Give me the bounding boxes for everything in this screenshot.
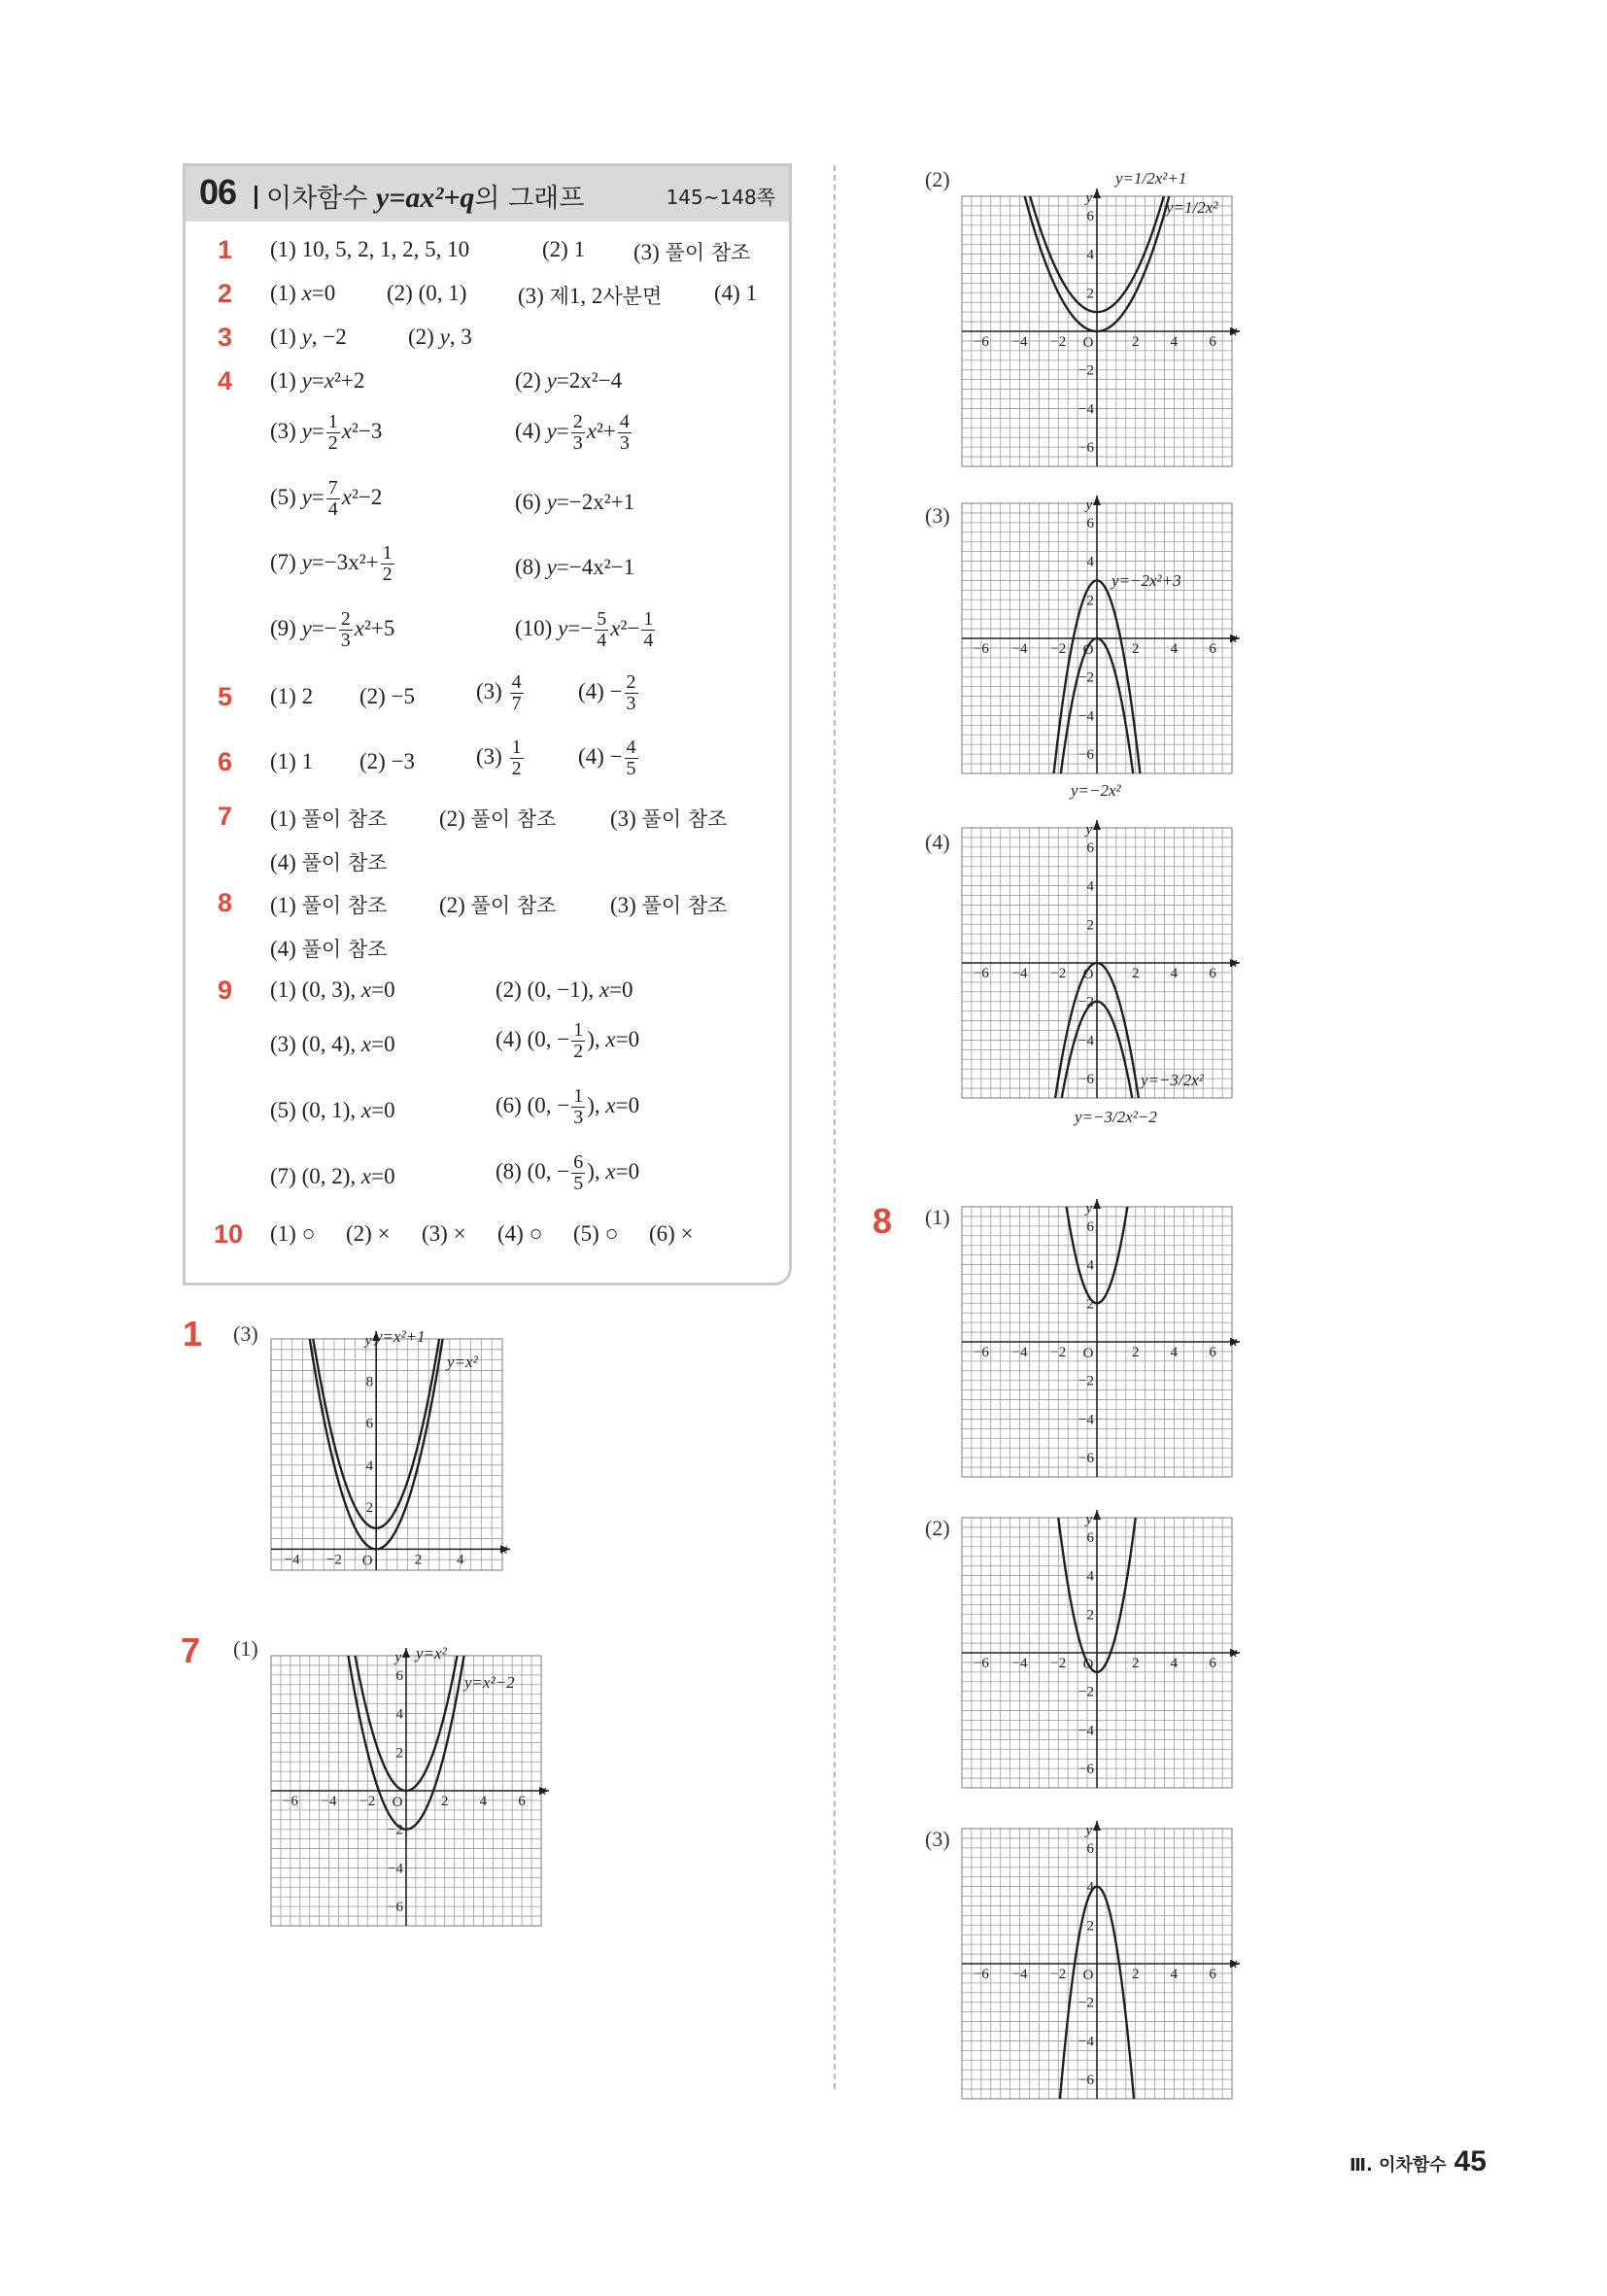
graph-svg [962,497,1238,773]
solution-problem-number: 8 [872,1201,893,1241]
graph-svg [962,1823,1238,2099]
curve-label: y=−2x² [1071,781,1121,800]
y-axis-name: y [364,1333,372,1349]
y-tick-label: 6 [1086,515,1094,531]
x-tick-label: 2 [1131,1656,1140,1671]
title-prefix: 이차함수 [266,184,376,214]
x-tick-label: 6 [1209,966,1216,981]
x-tick-label: −2 [1050,966,1067,981]
x-tick-label: −6 [973,1345,989,1360]
y-axis-arrow [1093,1510,1101,1520]
parabola-graph [962,1201,1238,1477]
solution-part-label: (1) [233,1636,258,1661]
y-tick-label: 4 [1086,1568,1094,1585]
answer-item: (2) 1 [542,237,586,261]
y-tick-label: −4 [1078,1723,1094,1739]
y-tick-label: 6 [1086,840,1094,856]
x-tick-label: 6 [1209,1656,1216,1671]
answer-item: (1) x=0 [270,281,336,305]
answer-item: (6) y=−2x²+1 [515,490,635,514]
answer-item: (1) y, −2 [270,325,347,349]
answer-item: (2) (0, −1), x=0 [496,977,633,1002]
answer-number: 5 [218,682,233,711]
x-tick-label: 2 [1131,641,1140,657]
x-tick-label: −4 [321,1794,337,1809]
y-axis-name: y [1085,497,1093,513]
y-tick-label: 8 [365,1374,374,1390]
x-tick-label: 4 [456,1552,464,1568]
answer-item: (2) 풀이 참조 [439,806,557,831]
x-axis-name: x [1230,1334,1238,1350]
x-axis-name: x [1230,631,1238,646]
answer-item: (5) (0, 1), x=0 [270,1098,395,1122]
x-tick-label: −4 [284,1552,300,1568]
solution-problem-number: 1 [183,1314,203,1354]
answer-item: (3) $\frac{1}{2}$ [476,737,522,779]
parabola-graph [962,190,1238,466]
graph-svg [962,1512,1238,1788]
x-tick-label: −2 [1050,1656,1067,1671]
y-axis-arrow [1093,1821,1101,1831]
x-tick-label: 2 [440,1794,449,1809]
x-tick-label: 4 [479,1794,488,1809]
x-tick-label: 4 [1170,1345,1179,1360]
answer-item: (10) y=− $\frac{5}{4}$ x²− $\frac{1}{4}$ [515,608,654,651]
y-tick-label: −2 [1078,1995,1094,2011]
chapter-label: Ⅲ. 이차함수 [1349,2155,1447,2176]
solution-part-label: (3) [233,1321,258,1346]
x-axis-name: x [500,1541,508,1558]
y-tick-label: 6 [1086,1218,1094,1235]
answer-item: (6) (0, − $\frac{1}{3}$ ), x=0 [496,1085,640,1128]
parabola-graph [962,1512,1238,1788]
y-tick-label: 4 [1086,247,1094,263]
x-axis-name: x [1230,955,1238,971]
curve-label: y=x² [416,1644,447,1662]
curve-label: y=1/2x²+1 [1115,169,1187,188]
answer-item: (3) 풀이 참조 [610,893,728,917]
y-tick-label: 6 [1086,1529,1094,1546]
x-tick-label: 6 [518,1794,526,1809]
answer-number: 9 [218,976,233,1005]
y-axis-name: y [1085,190,1093,206]
y-tick-label: −6 [1078,1762,1094,1778]
answer-item: (3) × [422,1221,466,1246]
answer-item: (1) (0, 3), x=0 [270,977,395,1002]
answer-item: (8) y=−4x²−1 [515,555,635,579]
y-tick-label: −2 [1078,1684,1094,1700]
curve-label: y=−3/2x² [1141,1071,1204,1089]
answer-number: 4 [218,366,233,395]
x-tick-label: 6 [1209,1345,1216,1360]
x-tick-label: 6 [1209,641,1216,657]
answer-item: (2) −5 [359,684,416,708]
solution-part-label: (1) [925,1205,950,1229]
answer-number: 10 [214,1219,244,1249]
title-suffix: 의 그래프 [474,184,585,214]
x-tick-label: 2 [1131,966,1140,981]
y-tick-label: −6 [1078,440,1094,457]
answer-item: (1) ○ [270,1221,316,1246]
y-axis-arrow [1093,188,1101,198]
x-tick-label: −2 [325,1552,342,1568]
answer-item: (4) y= $\frac{2}{3}$ x²+ $\frac{4}{3}$ [515,411,630,454]
x-tick-label: −4 [1011,966,1028,981]
curve-label: y=1/2x² [1166,198,1218,217]
y-tick-label: −2 [388,1822,403,1838]
answer-item: (4) − $\frac{2}{3}$ [578,671,636,714]
answer-item: (1) y=x²+2 [270,368,365,393]
x-tick-label: −2 [1050,1967,1067,1982]
y-axis-name: y [1085,1512,1093,1527]
y-tick-label: −2 [1078,669,1094,686]
answer-item: (9) y=− $\frac{2}{3}$ x²+5 [270,608,395,651]
x-tick-label: −6 [973,641,989,657]
answer-number: 2 [218,279,233,308]
answer-item: (4) 1 [714,281,758,305]
parabola-graph [962,822,1238,1098]
x-axis-name: x [1230,1645,1238,1661]
answer-item: (1) 10, 5, 2, 1, 2, 5, 10 [270,237,470,261]
curve-label: y=−3/2x²−2 [1075,1108,1157,1126]
origin-label: O [1082,642,1094,658]
origin-label: O [1082,335,1094,351]
solution-part-label: (2) [925,167,950,191]
curve-label: y=x² [447,1353,478,1371]
answer-item: (3) $\frac{4}{7}$ [476,671,522,714]
answer-item: (3) (0, 4), x=0 [270,1032,395,1056]
x-tick-label: 6 [1209,334,1216,350]
answer-item: (3) 제1, 2사분면 [518,284,663,308]
answer-item: (4) 풀이 참조 [270,937,388,961]
answer-item: (6) × [649,1221,694,1246]
answer-number: 1 [218,235,233,264]
answer-item: (2) 풀이 참조 [439,893,557,917]
answer-item: (2) y, 3 [408,325,472,349]
parabola-graph [962,1823,1238,2099]
y-axis-arrow [1093,1199,1101,1209]
title-math: y=ax²+q [375,182,475,214]
section-title [266,177,584,215]
x-axis-name: x [1230,324,1238,339]
y-tick-label: −4 [1078,708,1094,725]
y-tick-label: 2 [395,1745,403,1762]
page-footer [1350,2145,1487,2178]
y-tick-label: −2 [1078,362,1094,379]
answer-item: (4) (0, − $\frac{1}{2}$ ), x=0 [496,1019,640,1062]
y-tick-label: 4 [365,1457,374,1474]
x-tick-label: −4 [1011,1345,1028,1360]
y-axis-arrow [402,1648,410,1658]
grid [271,1339,502,1570]
y-tick-label: −2 [1078,1373,1094,1389]
answer-item: (2) × [346,1221,391,1246]
y-tick-label: 4 [1086,1879,1094,1896]
y-tick-label: 6 [1086,208,1094,224]
y-tick-label: −6 [1078,1072,1094,1088]
graph-svg [962,190,1238,466]
x-tick-label: 4 [1170,966,1179,981]
answer-item: (1) 2 [270,684,314,708]
parabola-graph [962,497,1238,773]
y-tick-label: −6 [1078,1451,1094,1467]
x-tick-label: −2 [1050,334,1067,350]
curve-label: y=x²+1 [375,1327,426,1346]
y-axis-arrow [1093,496,1101,505]
solution-part-label: (2) [925,1516,950,1540]
origin-label: O [361,1553,373,1569]
x-tick-label: 2 [1131,334,1140,350]
x-tick-label: 2 [1131,1967,1140,1982]
answer-item: (4) − $\frac{4}{5}$ [578,737,636,779]
y-tick-label: −6 [388,1900,403,1916]
y-tick-label: −4 [1078,401,1094,418]
answer-item: (2) y=2x²−4 [515,368,623,393]
solution-part-label: (3) [925,1827,950,1851]
answer-item: (1) 1 [270,749,314,773]
origin-label: O [392,1795,403,1810]
x-tick-label: 4 [1170,641,1179,657]
curve-label: y=x²−2 [464,1673,515,1692]
graph-svg [962,1201,1238,1477]
x-tick-label: −4 [1011,1656,1028,1671]
y-tick-label: 4 [1086,554,1094,570]
answer-item: (3) 풀이 참조 [633,240,751,264]
y-tick-label: 2 [1086,1296,1094,1313]
graph-svg [962,822,1238,1098]
x-axis-name: x [539,1783,547,1799]
y-tick-label: 4 [1086,1257,1094,1274]
x-tick-label: 2 [1131,1345,1140,1360]
y-axis-name: y [1085,822,1093,838]
answer-item: (4) ○ [497,1221,543,1246]
column-divider [834,165,836,2089]
answer-item: (7) y=−3x²+ $\frac{1}{2}$ [270,542,393,585]
y-tick-label: −6 [1078,747,1094,764]
origin-label: O [1082,967,1094,982]
y-tick-label: −4 [388,1861,403,1877]
origin-label: O [1082,1968,1094,1983]
y-tick-label: 4 [1086,878,1094,895]
answer-item: (3) y= $\frac{1}{2}$ x²−3 [270,411,383,454]
answer-number: 3 [218,323,233,352]
x-tick-label: −2 [1050,1345,1067,1360]
y-tick-label: −6 [1078,2073,1094,2089]
x-tick-label: −2 [1050,641,1067,657]
x-tick-label: −6 [973,1967,989,1982]
y-axis-name: y [1085,1823,1093,1838]
y-axis-name: y [394,1650,402,1665]
x-tick-label: −4 [1011,334,1028,350]
origin-label: O [1082,1657,1094,1672]
y-tick-label: 2 [365,1500,374,1517]
origin-label: O [1082,1346,1094,1361]
answer-item: (3) 풀이 참조 [610,806,728,831]
x-tick-label: −2 [359,1794,376,1809]
y-axis-name: y [1085,1201,1093,1217]
section-pages: 145~148쪽 [666,186,775,209]
curve-label: y=−2x²+3 [1111,571,1181,590]
y-tick-label: 2 [1086,286,1094,302]
x-axis-name: x [1230,1956,1238,1971]
answer-item: (5) y= $\frac{7}{4}$ x²−2 [270,477,383,520]
y-tick-label: −4 [1078,1412,1094,1428]
answer-item: (2) −3 [359,749,416,773]
x-tick-label: 4 [1170,334,1179,350]
y-tick-label: 2 [1086,1607,1094,1624]
answer-number: 7 [218,802,233,831]
solution-part-label: (4) [925,830,950,854]
x-tick-label: 6 [1209,1967,1216,1982]
y-axis-arrow [1093,820,1101,830]
page-number: 45 [1453,2145,1487,2177]
y-tick-label: 4 [395,1706,403,1723]
x-tick-label: −4 [1011,1967,1028,1982]
y-tick-label: 6 [1086,1840,1094,1857]
solution-problem-number: 7 [181,1630,201,1670]
y-tick-label: 6 [365,1416,374,1432]
answer-item: (5) ○ [573,1221,619,1246]
x-tick-label: −4 [1011,641,1028,657]
y-tick-label: 2 [1086,1918,1094,1935]
answer-item: (1) 풀이 참조 [270,893,388,917]
section-number: 06 [199,172,237,212]
x-tick-label: −6 [973,334,989,350]
answer-item: (8) (0, − $\frac{6}{5}$ ), x=0 [496,1151,640,1194]
solution-part-label: (3) [925,503,950,528]
y-tick-label: −4 [1078,1033,1094,1049]
x-tick-label: −6 [973,1656,989,1671]
answer-item: (1) 풀이 참조 [270,806,388,831]
y-tick-label: −4 [1078,2034,1094,2050]
y-tick-label: 2 [1086,593,1094,609]
y-tick-label: 2 [1086,917,1094,934]
x-tick-label: −6 [282,1794,298,1809]
x-tick-label: 4 [1170,1656,1179,1671]
x-tick-label: 2 [414,1552,423,1568]
x-tick-label: −6 [973,966,989,981]
answer-item: (4) 풀이 참조 [270,850,388,874]
x-tick-label: 4 [1170,1967,1179,1982]
answer-number: 8 [218,888,233,917]
section-divider-bar [255,186,257,209]
section-header [186,166,789,222]
answer-item: (2) (0, 1) [387,281,467,305]
answer-number: 6 [218,747,233,776]
y-tick-label: 6 [395,1667,403,1684]
y-tick-label: −2 [1078,994,1094,1011]
answer-item: (7) (0, 2), x=0 [270,1164,395,1188]
